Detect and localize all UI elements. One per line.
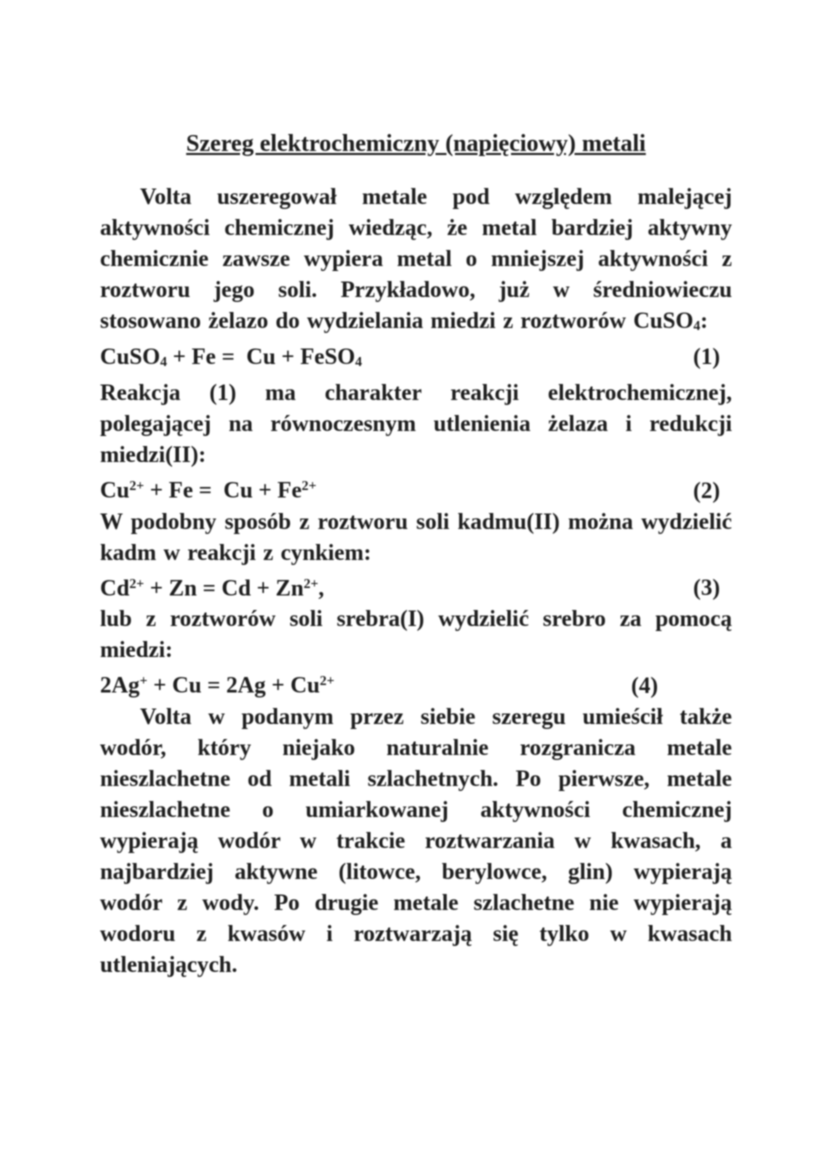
text-run: W podobny sposób z roztworu soli kadmu(II) można wydzielić kadm w reakcji z cynkiem: [100,508,732,565]
equation-formula [100,470,693,506]
text-run: Cu [100,477,130,503]
document-content [100,128,732,980]
eq-superscript: 2+ [129,478,145,494]
text-run: + Cu = 2Ag + Cu [147,672,320,698]
equation-row [100,341,732,377]
equation-row [100,568,732,604]
text-run: Volta uszeregował metale pod względem malejącej aktywności chemicznej wiedząc, że metal bardziej aktywny chemicznie zawsze wypiera metal o mniejszej aktywności z roztworu jego soli. Przykładowo, już w średniowieczu stosowano żelazo do wydzielania miedzi z roztworów CuSO [100,184,732,333]
equation-number: (1) [693,344,720,370]
paragraph [100,181,732,341]
eq-subscript: 4 [355,354,363,370]
text-run: Cd [100,575,130,601]
text-run: Volta w podanym przez siebie szeregu umieścił także wodór, który niejako naturalnie rozgranicza metale nieszlachetne od metali szlachetnych. Po pierwsze, metale nieszlachetne o umiarkowanej aktywności chemicznej wypierają wodór w trakcie roztwarzania w kwasach, a najbardziej aktywne (litowce, berylowce, glin) wypierają wodór z wody. Po drugie metale szlachetne nie wypierają wodoru z kwasów i roztwarzają się tylko w kwasach utleniających. [100,703,732,977]
equation-number: (4) [631,672,658,698]
paragraph [100,506,732,568]
equation-number: (2) [693,477,720,503]
text-run: CuSO [100,344,161,370]
text-run: + Fe = Cu + FeSO [167,344,356,370]
eq-superscript: + [139,673,148,689]
eq-subscript: 4 [160,354,167,370]
equation-number: (3) [693,575,720,601]
paragraph [100,377,732,470]
eq-subscript: 4 [693,318,701,334]
equation-formula [100,568,693,604]
text-run: , [318,575,325,601]
document-title: Szereg elektrochemiczny (napięciowy) metali [186,131,646,157]
paragraph [100,701,732,980]
text-run: lub z roztworów soli srebra(I) wydzielić srebro za pomocą miedzi: [100,606,732,663]
equation-formula [100,665,631,701]
eq-superscript: 2+ [301,478,317,494]
eq-superscript: 2+ [303,575,319,591]
text-run: : [700,308,708,333]
text-run: + Fe = Cu + Fe [144,477,302,503]
equation-row [100,470,732,506]
eq-superscript: 2+ [129,575,145,591]
equation-row [100,665,732,701]
text-run: Reakcja (1) ma charakter reakcji elektrochemicznej, polegającej na równoczesnym utlenienia żelaza i redukcji miedzi(II): [100,380,732,468]
paragraph [100,603,732,665]
equation-formula [100,341,693,377]
text-run: + Zn = Cd + Zn [144,575,304,601]
document-body [100,181,732,980]
eq-superscript: 2+ [319,673,335,689]
text-run: 2Ag [100,672,140,698]
